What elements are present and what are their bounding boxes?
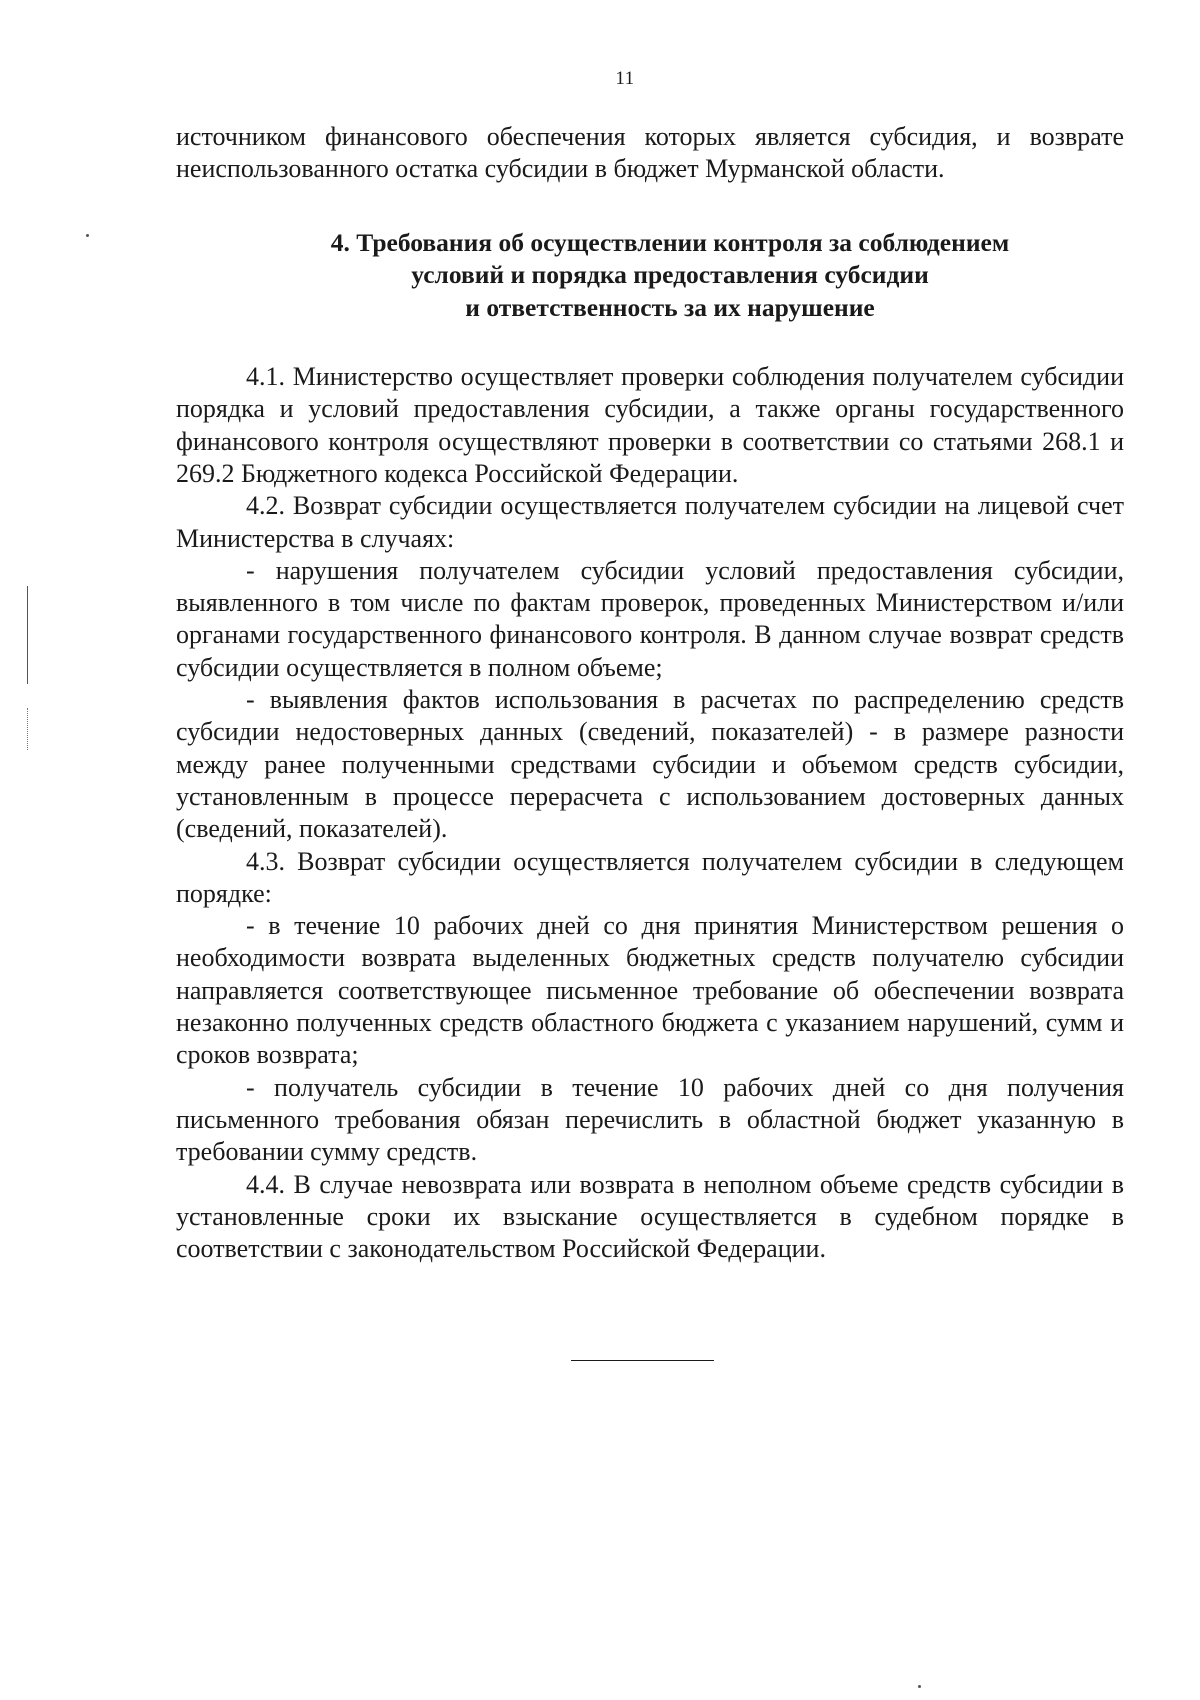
page-number: 11 — [615, 68, 635, 89]
paragraph-4-3-item-b: - получатель субсидии в течение 10 рабочих дней со дня получения письменного требования обязан перечислить в областной бюджет указанную в требовании сумму средств. — [176, 1072, 1124, 1167]
scan-margin-mark — [27, 586, 28, 684]
intro-paragraph: источником финансового обеспечения которых является субсидия, и возврате неиспользованного остатка субсидии в бюджет Мурманской области. — [176, 122, 1124, 184]
document-body — [176, 121, 1124, 1265]
paragraph-4-1: 4.1. Министерство осуществляет проверки соблюдения получателем субсидии порядка и условий предоставления субсидии, а также органы государственного финансового контроля осуществляют проверки в соответствии со статьями 268.1 и 269.2 Бюджетного кодекса Российской Федерации. — [176, 362, 1124, 488]
paragraph-4-2-item-b: - выявления фактов использования в расчетах по распределению средств субсидии недостоверных данных (сведений, показателей) - в размере разности между ранее полученными средствами субсидии и объемом средств субсидии, установленным в процессе перерасчета с использованием достоверных данных (сведений, показателей). — [176, 685, 1124, 844]
section-heading-line-1: 4. Требования об осуществлении контроля за соблюдением — [330, 227, 1010, 257]
section-heading — [176, 227, 1124, 325]
section-heading-line-3: и ответственность за их нарушение — [465, 292, 875, 322]
paragraph-4-2-item-a: - нарушения получателем субсидии условий предоставления субсидии, выявленного в том числе по фактам проверок, проведенных Министерством и/или органами государственного финансового контроля. В данном случае возврат средств субсидии осуществляется в полном объеме; — [176, 555, 1124, 682]
scan-speck — [918, 1685, 921, 1688]
paragraph-4-4: 4.4. В случае невозврата или возврата в неполном объеме средств субсидии в установленные сроки их взыскание осуществляется в судебном порядке в соответствии с законодательством Российской Федерации. — [176, 1169, 1124, 1264]
section-heading-line-2: условий и порядка предоставления субсидии — [411, 260, 929, 290]
paragraph-4-3-item-a: - в течение 10 рабочих дней со дня принятия Министерством решения о необходимости возврата выделенных бюджетных средств получателю субсидии направляется соответствующее письменное требование об обеспечении возврата незаконно полученных средств областного бюджета с указанием нарушений, сумм и сроков возврата; — [176, 911, 1124, 1070]
closing-rule — [571, 1360, 714, 1361]
paragraph-4-3: 4.3. Возврат субсидии осуществляется получателем субсидии в следующем порядке: — [176, 846, 1124, 908]
paragraph-4-2: 4.2. Возврат субсидии осуществляется получателем субсидии на лицевой счет Министерства в случаях: — [176, 491, 1124, 553]
scan-margin-dots — [27, 708, 28, 750]
scan-speck — [86, 234, 89, 237]
